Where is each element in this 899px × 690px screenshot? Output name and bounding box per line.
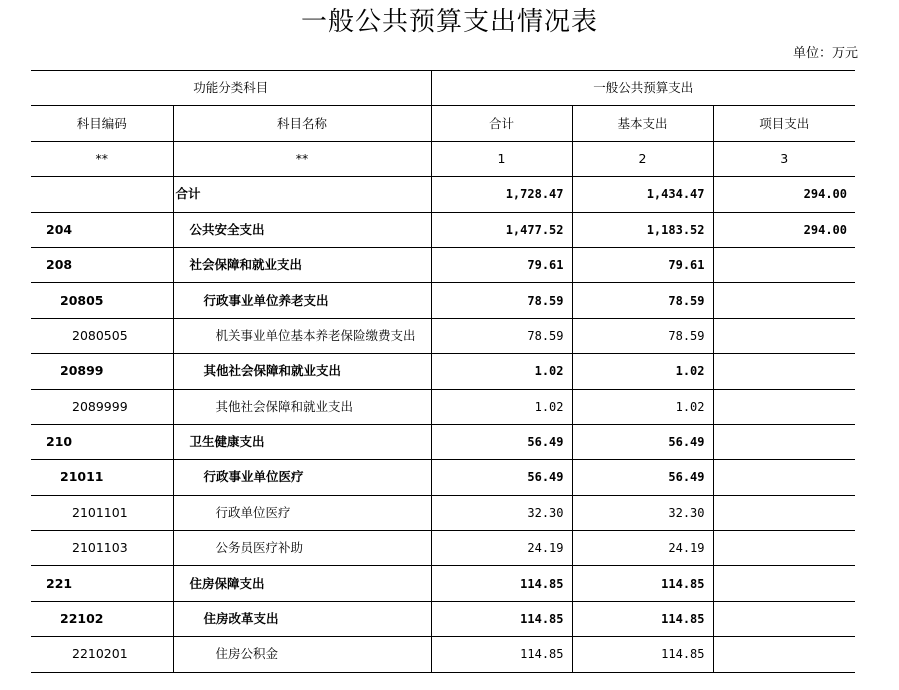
- row-basic: 1.02: [572, 389, 713, 424]
- table-row: [31, 424, 855, 459]
- row-name: 机关事业单位基本养老保险缴费支出: [173, 318, 431, 353]
- row-total: 1,477.52: [431, 212, 572, 247]
- table-row: [31, 212, 855, 247]
- row-project: [713, 424, 855, 459]
- row-code: 2101101: [31, 495, 173, 530]
- row-project: [713, 389, 855, 424]
- row-project: [713, 566, 855, 601]
- row-name: 行政单位医疗: [173, 495, 431, 530]
- table-row: [31, 318, 855, 353]
- row-code: 208: [31, 247, 173, 282]
- row-basic: 79.61: [572, 247, 713, 282]
- row-project: [713, 283, 855, 318]
- row-name: 住房保障支出: [173, 566, 431, 601]
- index-project: 3: [713, 141, 855, 176]
- row-total: 1,728.47: [431, 177, 572, 212]
- index-code: **: [31, 141, 173, 176]
- row-name: 公共安全支出: [173, 212, 431, 247]
- row-total: 114.85: [431, 566, 572, 601]
- row-total: 1.02: [431, 354, 572, 389]
- row-code: 2089999: [31, 389, 173, 424]
- table-row: [31, 247, 855, 282]
- row-project: 294.00: [713, 212, 855, 247]
- row-project: [713, 460, 855, 495]
- row-basic: 32.30: [572, 495, 713, 530]
- row-basic: 56.49: [572, 424, 713, 459]
- header-basic: 基本支出: [572, 106, 713, 141]
- row-total: 114.85: [431, 637, 572, 672]
- row-basic: 114.85: [572, 637, 713, 672]
- row-total: 56.49: [431, 424, 572, 459]
- row-total: 79.61: [431, 247, 572, 282]
- row-total: 24.19: [431, 531, 572, 566]
- index-row: [31, 141, 855, 176]
- row-project: [713, 637, 855, 672]
- row-name: 行政事业单位养老支出: [173, 283, 431, 318]
- row-total: 78.59: [431, 283, 572, 318]
- row-basic: 78.59: [572, 318, 713, 353]
- row-total: 1.02: [431, 389, 572, 424]
- header-group-row: [31, 71, 855, 106]
- row-code: 20899: [31, 354, 173, 389]
- row-basic: 24.19: [572, 531, 713, 566]
- row-name: 住房改革支出: [173, 601, 431, 636]
- row-project: [713, 531, 855, 566]
- row-code: [31, 177, 173, 212]
- row-basic: 114.85: [572, 601, 713, 636]
- table-row: [31, 637, 855, 672]
- table-row: [31, 566, 855, 601]
- row-basic: 1.02: [572, 354, 713, 389]
- row-code: 221: [31, 566, 173, 601]
- table-row: [31, 389, 855, 424]
- page-title: 一般公共预算支出情况表: [300, 7, 598, 37]
- row-name: 行政事业单位医疗: [173, 460, 431, 495]
- table-row: [31, 283, 855, 318]
- table-row: [31, 354, 855, 389]
- table-row: [31, 531, 855, 566]
- row-project: [713, 601, 855, 636]
- row-code: 2210201: [31, 637, 173, 672]
- row-code: 2101103: [31, 531, 173, 566]
- header-functional-category: 功能分类科目: [31, 71, 431, 106]
- row-name: 卫生健康支出: [173, 424, 431, 459]
- index-name: **: [173, 141, 431, 176]
- index-total: 1: [431, 141, 572, 176]
- row-name: 其他社会保障和就业支出: [173, 389, 431, 424]
- row-code: 22102: [31, 601, 173, 636]
- row-total: 78.59: [431, 318, 572, 353]
- table-row: [31, 601, 855, 636]
- row-total: 56.49: [431, 460, 572, 495]
- header-general-budget-expenditure: 一般公共预算支出: [431, 71, 855, 106]
- row-name: 合计: [173, 177, 431, 212]
- header-project: 项目支出: [713, 106, 855, 141]
- row-basic: 114.85: [572, 566, 713, 601]
- index-basic: 2: [572, 141, 713, 176]
- row-project: [713, 495, 855, 530]
- row-code: 210: [31, 424, 173, 459]
- unit-label: 单位：万元: [792, 46, 858, 61]
- row-basic: 1,434.47: [572, 177, 713, 212]
- row-name: 其他社会保障和就业支出: [173, 354, 431, 389]
- table-row-total: [31, 177, 855, 212]
- row-total: 32.30: [431, 495, 572, 530]
- header-column-row: [31, 106, 855, 141]
- header-code: 科目编码: [31, 106, 173, 141]
- row-project: [713, 247, 855, 282]
- row-basic: 56.49: [572, 460, 713, 495]
- table-row: [31, 495, 855, 530]
- header-name: 科目名称: [173, 106, 431, 141]
- row-project: [713, 318, 855, 353]
- budget-table: [31, 70, 855, 673]
- row-total: 114.85: [431, 601, 572, 636]
- row-basic: 1,183.52: [572, 212, 713, 247]
- row-name: 住房公积金: [173, 637, 431, 672]
- row-name: 公务员医疗补助: [173, 531, 431, 566]
- row-code: 20805: [31, 283, 173, 318]
- row-code: 21011: [31, 460, 173, 495]
- row-project: 294.00: [713, 177, 855, 212]
- row-basic: 78.59: [572, 283, 713, 318]
- row-name: 社会保障和就业支出: [173, 247, 431, 282]
- row-project: [713, 354, 855, 389]
- header-total: 合计: [431, 106, 572, 141]
- table-row: [31, 460, 855, 495]
- row-code: 204: [31, 212, 173, 247]
- row-code: 2080505: [31, 318, 173, 353]
